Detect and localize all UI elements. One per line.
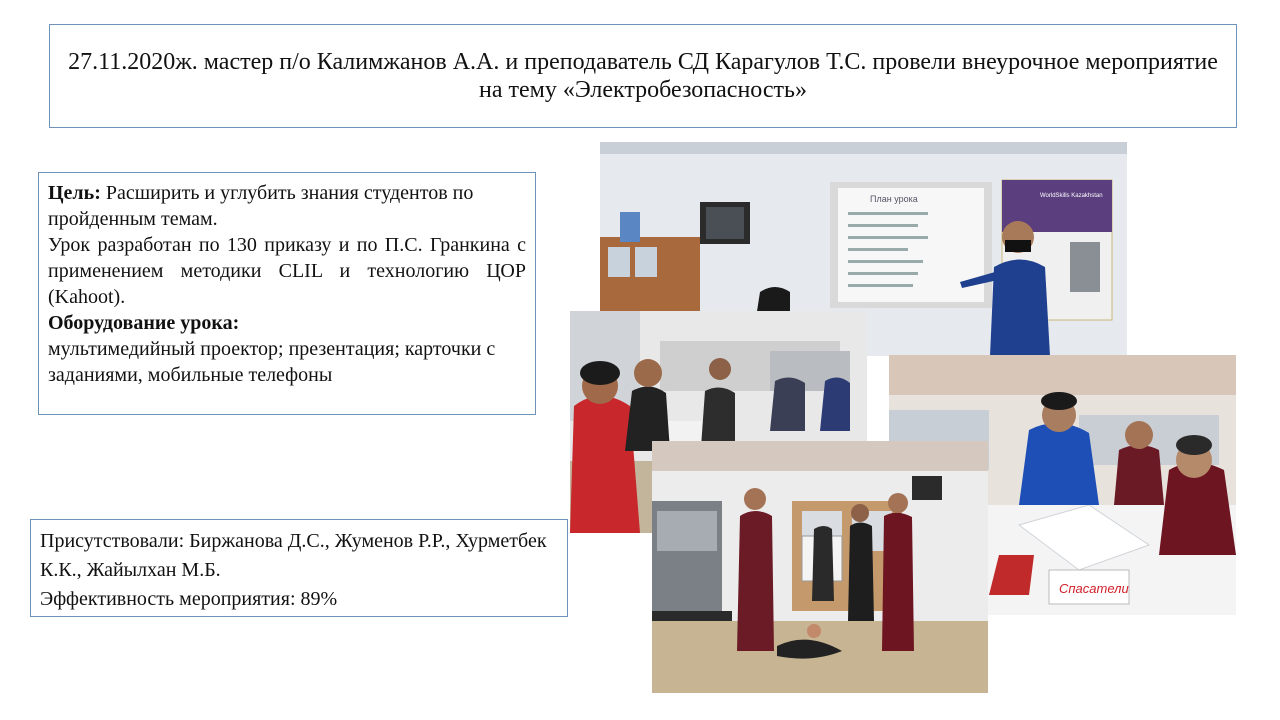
photo-first-aid-demo: [652, 441, 988, 693]
efficiency-text: Эффективность мероприятия: 89%: [40, 588, 338, 610]
goal-text: Расширить и углубить знания студентов по пройденным темам.: [48, 182, 474, 230]
goal-label: Цель:: [48, 182, 101, 204]
attendance-text: Присутствовали: Биржанова Д.С., Жуменов Р.Р., Хурметбек К.К., Жайылхан М.Б.: [40, 530, 547, 581]
goal-box: [38, 172, 536, 415]
first-aid-photo-image: [652, 441, 988, 693]
goal-paragraph: [48, 180, 526, 232]
card-text: Спасатели: [1059, 581, 1129, 596]
equipment-paragraph: [48, 310, 526, 336]
equipment-label: Оборудование урока:: [48, 312, 240, 334]
attendance-box: [30, 519, 568, 617]
title-box: [49, 24, 1237, 128]
equipment-text: мультимедийный проектор; презентация; карточки с заданиями, мобильные телефоны: [48, 338, 496, 386]
lesson-text: Урок разработан по 130 приказу и по П.С. Гранкина с применением методики CLIL и технологию ЦОР (Kahoot).: [48, 234, 526, 308]
board-heading: План урока: [870, 194, 918, 204]
poster-text: WorldSkills Kazakhstan: [1040, 193, 1103, 199]
page-title: 27.11.2020ж. мастер п/о Калимжанов А.А. и преподаватель СД Карагулов Т.С. провели внеурочное мероприятие на тему «Электробезопасность»: [68, 49, 1218, 103]
